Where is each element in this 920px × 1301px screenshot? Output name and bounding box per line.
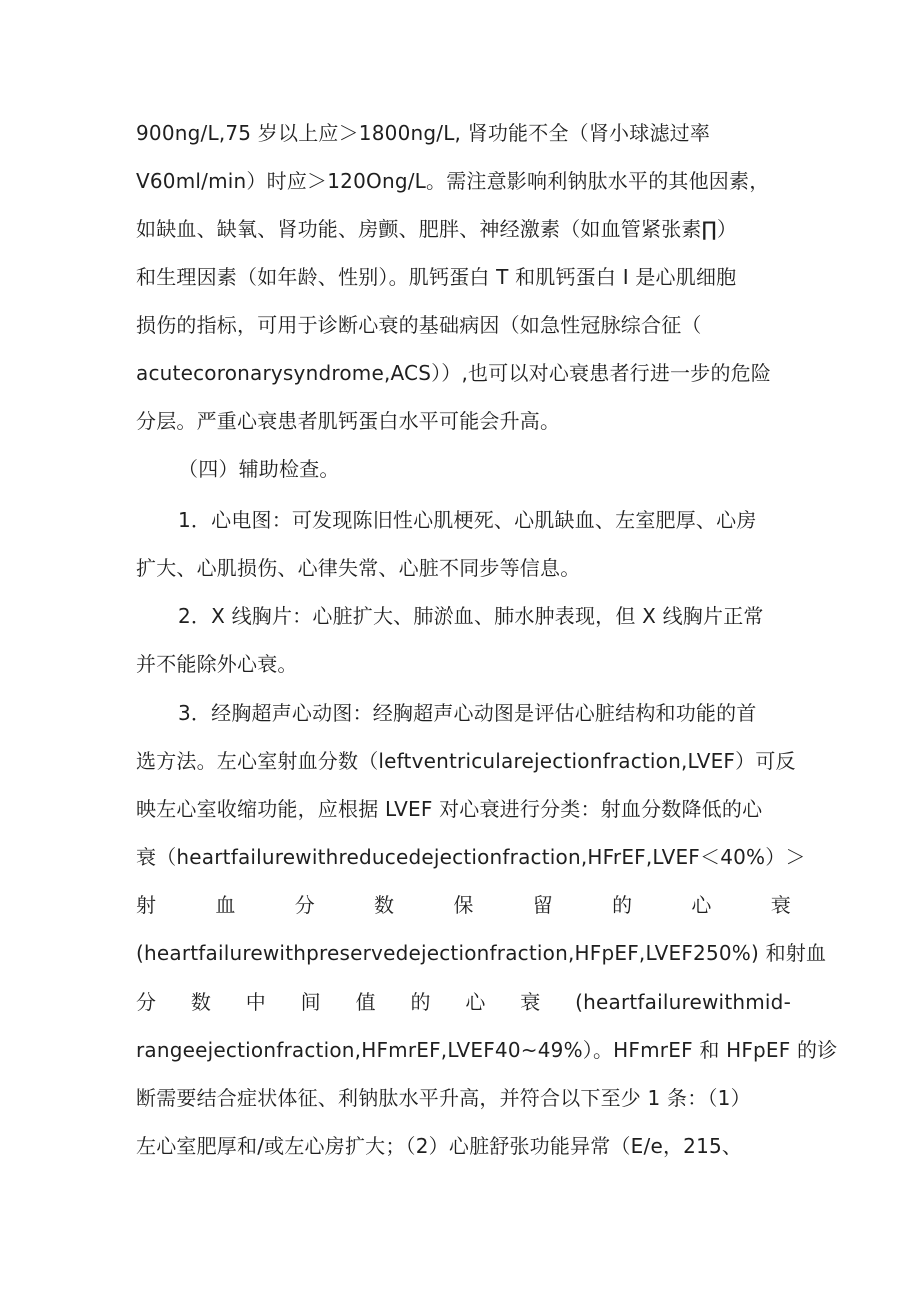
item-1-line-1: 1．心电图：可发现陈旧性心肌梗死、心肌缺血、左室肥厚、心房 xyxy=(178,508,757,532)
section-heading: （四）辅助检查。 xyxy=(178,457,340,481)
spread-text: (heartfailurewithmid- xyxy=(575,990,791,1014)
item-3-line-8: rangeejectionfraction,HFmrEF,LVEF40~49%）。HFmrEF 和 HFpEF 的诊 xyxy=(136,1038,838,1062)
text-line-1: 900ng/L,75 岁以上应＞1800ng/L, 肾功能不全（肾小球滤过率 xyxy=(136,121,711,145)
spread-char: 留 xyxy=(532,893,553,917)
item-2-line-2: 并不能除外心衰。 xyxy=(136,652,298,676)
spread-char: 血 xyxy=(215,893,236,917)
text-line-4: 和生理因素（如年龄、性别）。肌钙蛋白 T 和肌钙蛋白 I 是心肌细胞 xyxy=(136,265,737,289)
spread-char: 保 xyxy=(453,893,474,917)
text-line-7: 分层。严重心衰患者肌钙蛋白水平可能会升高。 xyxy=(136,409,561,433)
item-3-line-2: 选方法。左心室射血分数（leftventricularejectionfraction,LVEF）可反 xyxy=(136,749,796,773)
item-3-line-6: (heartfailurewithpreservedejectionfraction,HFpEF,LVEF250%) 和射血 xyxy=(136,941,827,965)
spread-char: 射 xyxy=(136,893,157,917)
text-line-3: 如缺血、缺氧、肾功能、房颤、肥胖、神经激素（如血管紧张素∏） xyxy=(136,217,738,241)
spread-char: 值 xyxy=(355,990,376,1014)
spread-char: 数 xyxy=(374,893,395,917)
item-3-line-3: 映左心室收缩功能，应根据 LVEF 对心衰进行分类：射血分数降低的心 xyxy=(136,797,763,821)
text-line-6: acutecoronarysyndrome,ACS））,也可以对心衰患者行进一步的危险 xyxy=(136,361,772,385)
text-line-5: 损伤的指标，可用于诊断心衰的基础病因（如急性冠脉综合征（ xyxy=(136,313,702,337)
spread-char: 的 xyxy=(612,893,633,917)
spread-char: 衰 xyxy=(520,990,541,1014)
spread-char: 心 xyxy=(465,990,486,1014)
spread-char: 中 xyxy=(245,990,266,1014)
item-3-line-9: 断需要结合症状体征、利钠肽水平升高，并符合以下至少 1 条：（1） xyxy=(136,1086,751,1110)
spread-char: 分 xyxy=(294,893,315,917)
spread-char: 心 xyxy=(691,893,712,917)
item-3-line-5-spread xyxy=(136,892,791,918)
item-3-line-1: 3．经胸超声心动图：经胸超声心动图是评估心脏结构和功能的首 xyxy=(178,701,757,725)
spread-char: 的 xyxy=(410,990,431,1014)
spread-char: 数 xyxy=(190,990,212,1014)
item-3-line-10: 左心室肥厚和/或左心房扩大；（2）心脏舒张功能异常（E/e，215、 xyxy=(136,1134,743,1158)
item-2-line-1: 2．X 线胸片：心脏扩大、肺淤血、肺水肿表现，但 X 线胸片正常 xyxy=(178,604,764,628)
item-3-line-4: 衰（heartfailurewithreducedejectionfraction,HFrEF,LVEF＜40%）＞ xyxy=(136,845,806,869)
item-3-line-7-spread xyxy=(136,989,791,1015)
spread-char: 衰 xyxy=(770,893,791,917)
text-line-2: V60ml/min）时应＞120Ong/L。需注意影响利钠肽水平的其他因素， xyxy=(136,169,770,193)
spread-char: 间 xyxy=(300,990,321,1014)
spread-char: 分 xyxy=(136,990,157,1014)
item-1-line-2: 扩大、心肌损伤、心律失常、心脏不同步等信息。 xyxy=(136,556,581,580)
